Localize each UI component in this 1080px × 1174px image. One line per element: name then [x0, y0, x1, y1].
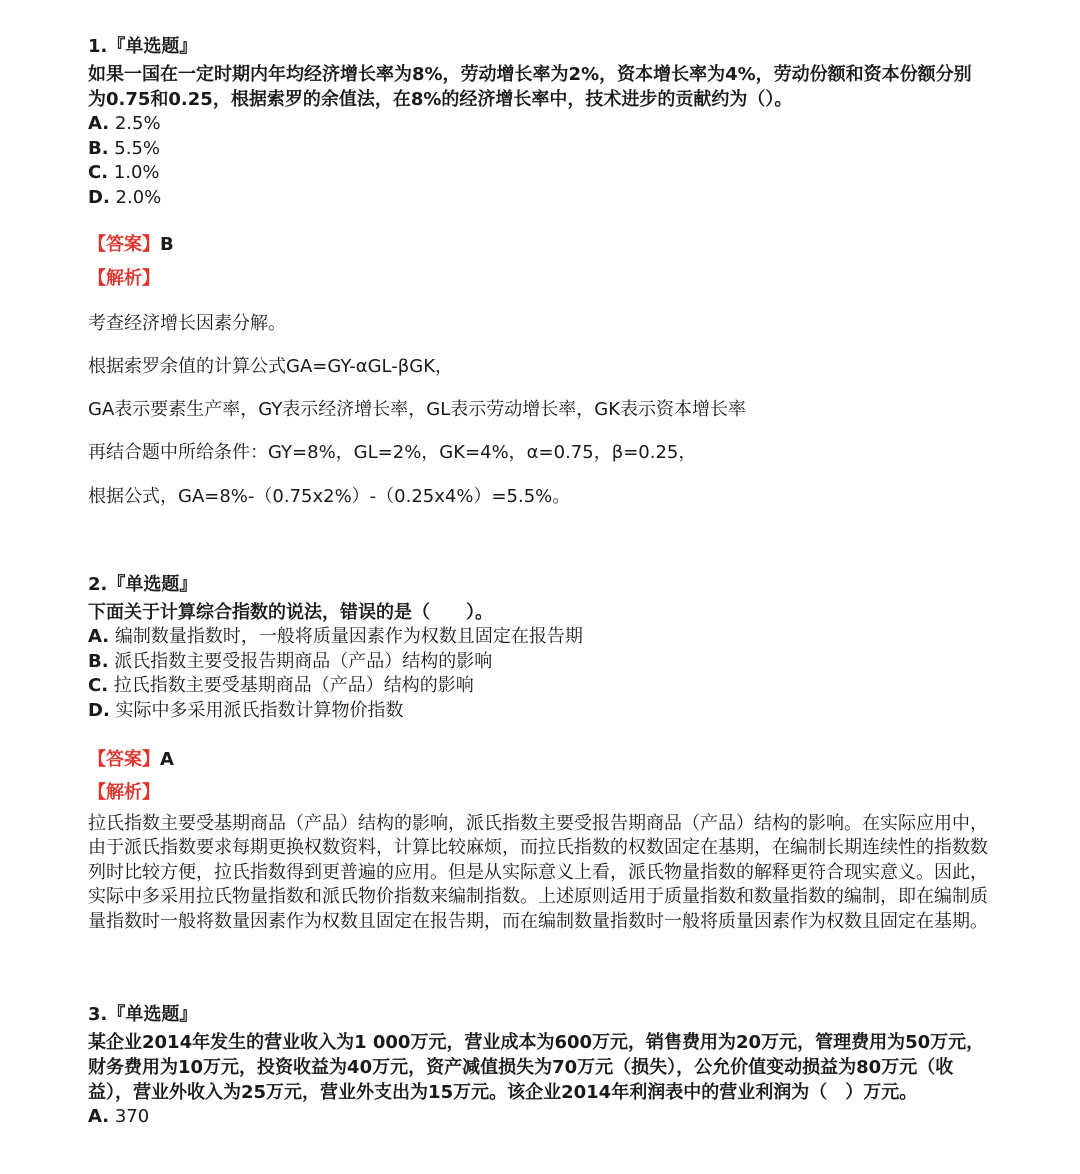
option-letter: A.	[88, 626, 110, 647]
option-letter: D.	[88, 186, 110, 208]
question-1-analysis-line-2: 根据索罗余值的计算公式GA=GY-αGL-βGK，	[88, 356, 454, 377]
question-1-option-b	[88, 137, 988, 162]
option-letter: C.	[88, 675, 109, 696]
question-2-option-b	[88, 650, 988, 675]
option-text: 派氏指数主要受报告期商品（产品）结构的影响	[114, 650, 493, 672]
answer-value: A	[160, 749, 174, 770]
question-3-header: 3.『单选题』	[88, 1004, 198, 1025]
question-1-option-d	[88, 186, 988, 211]
option-text: 2.5%	[114, 113, 161, 134]
question-2-option-a	[88, 625, 988, 650]
question-3	[88, 1003, 988, 1130]
question-1-stem: 如果一国在一定时期内年均经济增长率为8%，劳动增长率为2%，资本增长率为4%，劳动份额和资本份额分别为0.75和0.25，根据索罗的余值法，在8%的经济增长率中，技术进步的贡献约为（）。	[88, 64, 972, 110]
option-letter: C.	[88, 162, 109, 183]
question-1-answer	[88, 233, 988, 257]
option-letter: A.	[88, 113, 110, 134]
option-text: 拉氏指数主要受基期商品（产品）结构的影响	[113, 675, 474, 696]
question-1-analysis-label	[88, 267, 988, 291]
option-text: 2.0%	[115, 186, 162, 208]
question-2-analysis-text: 拉氏指数主要受基期商品（产品）结构的影响，派氏指数主要受报告期商品（产品）结构的影响。在实际应用中，由于派氏指数要求每期更换权数资料，计算比较麻烦，而拉氏指数的权数固定在基期，在编制长期连续性的指数数列时比较方便，拉氏指数得到更普遍的应用。但是从实际意义上看，派氏物量指数的解释更符合现实意义。因此，实际中多采用拉氏物量指数和派氏物价指数来编制指数。上述原则适用于质量指数和数量指数的编制，即在编制质量指数时一般将数量因素作为权数且固定在报告期，而在编制数量指数时一般将质量因素作为权数且固定在基期。	[88, 813, 988, 932]
option-letter: B.	[88, 137, 109, 159]
question-2	[88, 573, 988, 723]
question-3-stem: 某企业2014年发生的营业收入为1 000万元，营业成本为600万元，销售费用为20万元，管理费用为50万元，财务费用为10万元，投资收益为40万元，资产减值损失为70万元（损失），公允价值变动损益为80万元（收益），营业外收入为25万元，营业外支出为15万元。该企业2014年利润表中的营业利润为（ ）万元。	[88, 1032, 985, 1103]
answer-value: B	[160, 234, 174, 255]
question-1	[88, 35, 988, 210]
option-text: 5.5%	[114, 137, 161, 159]
answer-label: 【答案】	[88, 234, 160, 255]
option-text: 1.0%	[113, 162, 160, 183]
question-1-analysis-line-1: 考查经济增长因素分解。	[88, 313, 286, 334]
question-3-option-a	[88, 1105, 988, 1130]
option-text: 370	[114, 1106, 150, 1127]
question-1-header: 1.『单选题』	[88, 36, 198, 57]
question-1-analysis-line-5: 根据公式，GA=8%-（0.75x2%）-（0.25x4%）=5.5%。	[88, 486, 571, 507]
question-2-stem: 下面关于计算综合指数的说法，错误的是（ ）。	[88, 602, 493, 623]
option-text: 编制数量指数时，一般将质量因素作为权数且固定在报告期	[114, 626, 583, 647]
analysis-label: 【解析】	[88, 782, 160, 803]
question-2-option-d	[88, 699, 988, 724]
option-letter: B.	[88, 650, 109, 672]
question-1-analysis-line-3: GA表示要素生产率，GY表示经济增长率，GL表示劳动增长率，GK表示资本增长率	[88, 399, 747, 420]
question-2-analysis-label	[88, 781, 988, 805]
question-2-header: 2.『单选题』	[88, 574, 198, 595]
option-letter: A.	[88, 1106, 110, 1127]
option-letter: D.	[88, 699, 110, 721]
question-1-analysis-line-4: 再结合题中所给条件：GY=8%，GL=2%，GK=4%，α=0.75，β=0.25，	[88, 442, 697, 463]
question-1-option-a	[88, 112, 988, 137]
analysis-label: 【解析】	[88, 268, 160, 289]
option-text: 实际中多采用派氏指数计算物价指数	[115, 699, 404, 721]
question-2-option-c	[88, 674, 988, 699]
answer-label: 【答案】	[88, 749, 160, 770]
question-2-answer	[88, 748, 988, 772]
question-1-option-c	[88, 161, 988, 186]
